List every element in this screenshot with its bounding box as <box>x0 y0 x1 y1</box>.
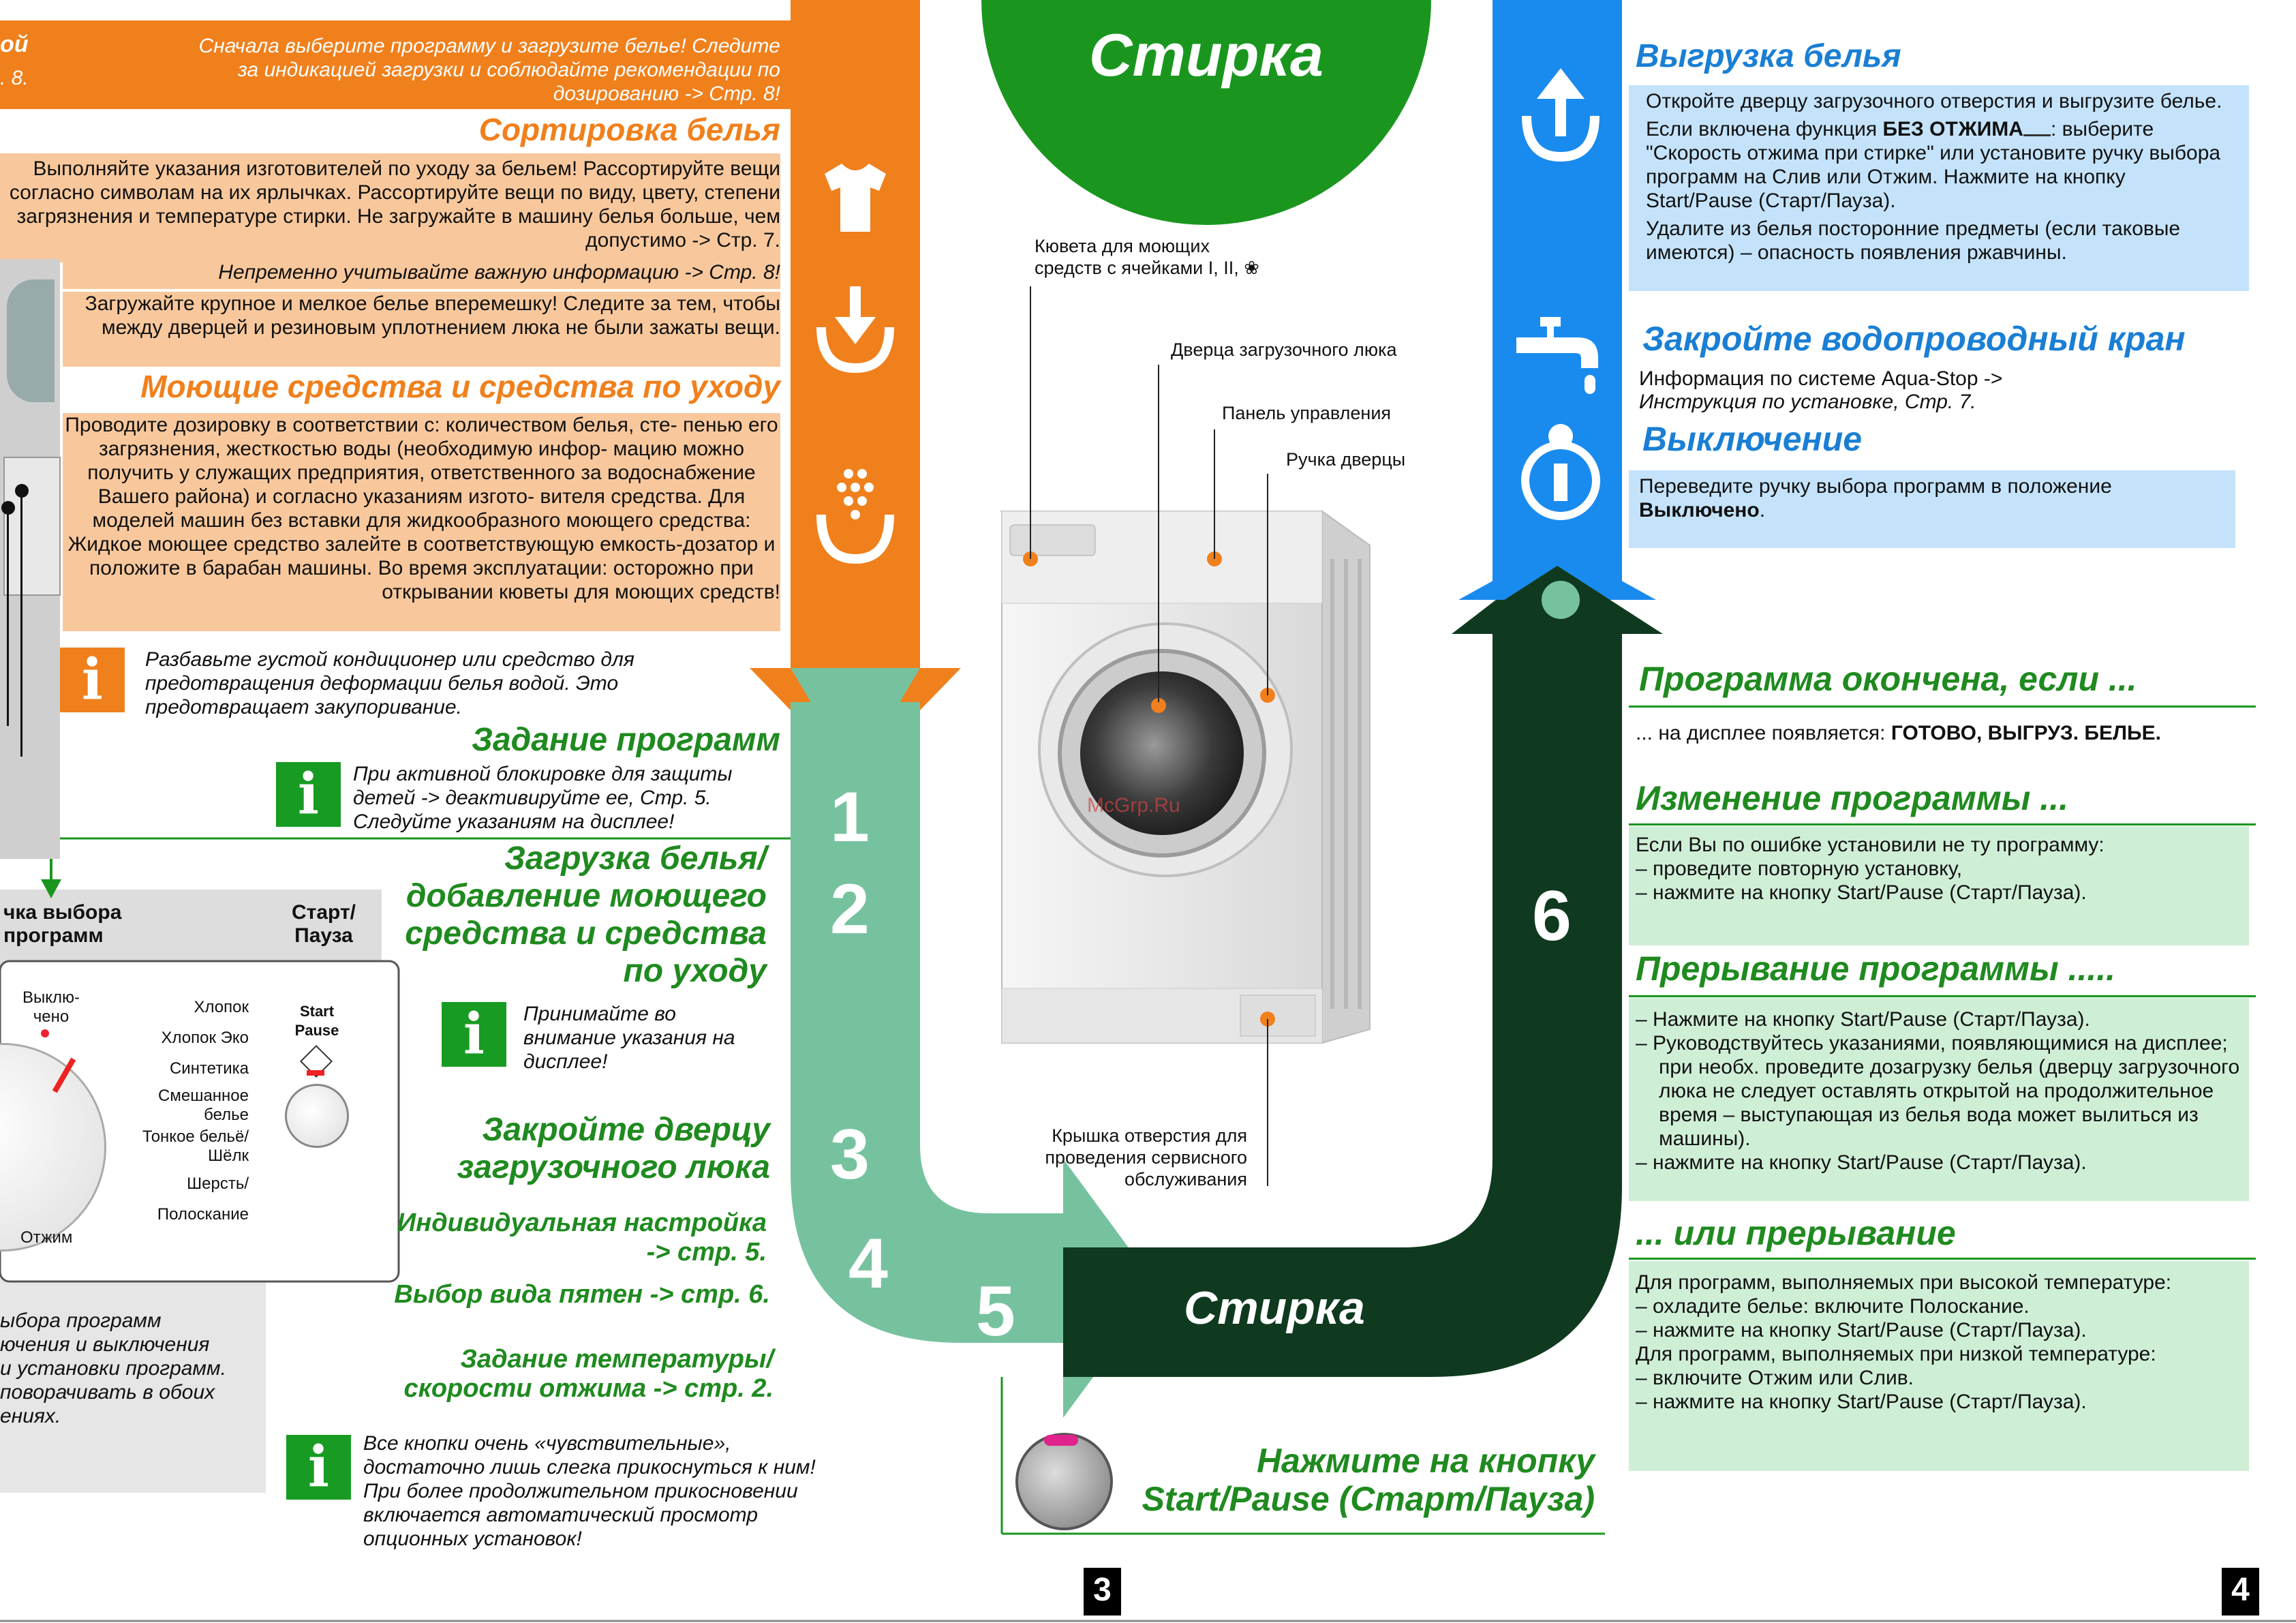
start-pause-led <box>1044 1435 1078 1446</box>
loading-text: Загружайте крупное и мелкое белье вперемешку! Следите за тем, чтобы между дверцей и резиновым уплотнением люка не были зажаты вещи. <box>63 292 780 367</box>
title: Стирка <box>1089 21 1323 89</box>
info-icon: i <box>442 1002 506 1067</box>
start-pause-label: Start Pause <box>294 1003 339 1039</box>
water-tap-icon <box>1513 314 1608 402</box>
info-icon: i <box>60 648 125 712</box>
change-item: – нажмите на кнопку Start/Pause (Старт/Пауза). <box>1636 881 2087 904</box>
cut-heading-fragment: ой <box>0 31 29 57</box>
abort-item: – охладите белье: включите Полоскание. <box>1636 1295 2030 1318</box>
abort-box <box>1629 1261 2249 1471</box>
detergents-info: Разбавьте густой кондиционер или средство для предотвращения деформации белья водой. Это предотвращает закупоривание. <box>145 648 634 718</box>
unload-up-icon <box>1516 61 1605 164</box>
unload-step-1: Откройте дверцу загрузочного отверстия и выгрузите белье. <box>1646 90 2222 112</box>
step-number: 3 <box>830 1115 870 1194</box>
sorting-text: Выполняйте указания изготовителей по уходу за бельем! Рассортируйте вещи согласно символам на их ярлычках. Рассортируйте вещи по виду, цвету, степени загрязнения и температуре стирки. Не загружайте в машину белья больше, чем допустимо -> Стр. 7. <box>0 153 780 262</box>
program-list <box>126 992 249 1230</box>
touch-info: Все кнопки очень «чувствительные», достаточно лишь слегка прикоснуться к ним! При более продолжительном прикосновении включается автоматический просмотр опционных установок! <box>363 1432 816 1550</box>
program-set-heading: Задание программ <box>472 722 780 758</box>
detergent-icon <box>811 464 900 566</box>
interrupt-box <box>1629 998 2249 1201</box>
watermark: McGrp.Ru <box>1087 794 1180 817</box>
step-number: 2 <box>830 870 870 949</box>
shirt-icon <box>814 157 896 239</box>
knob-note: ыбора программ ючения и выключения и установки программ. поворачивать в обоих ениях. <box>0 1309 226 1427</box>
load-illustration <box>0 259 60 859</box>
loading-note: Непременно учитывайте важную информацию -> Стр. 8! <box>63 260 780 289</box>
unload-box <box>1629 85 2249 291</box>
spin-label: Отжим <box>20 1228 73 1247</box>
press-start-label: Нажмите на кнопку Start/Pause (Старт/Пауза) <box>1142 1442 1595 1518</box>
option-temperature: Задание температуры/ скорости отжима -> стр. 2. <box>403 1345 774 1403</box>
program-set-info: При активной блокировке для защиты детей -> деактивируйте ее, Стр. 5. Следуйте указаниям на дисплее! <box>353 763 733 833</box>
abort-hot-intro: Для программ, выполняемых при высокой температуре: <box>1636 1271 2172 1294</box>
unload-heading: Выгрузка белья <box>1636 38 1901 74</box>
finished-heading: Программа окончена, если ... <box>1639 660 2137 698</box>
interrupt-item: – нажмите на кнопку Start/Pause (Старт/Пауза). <box>1636 1151 2087 1174</box>
step-number: 5 <box>976 1272 1015 1351</box>
program-item-mixed[interactable]: Смешанное белье <box>158 1087 249 1124</box>
off-indicator <box>41 1029 49 1037</box>
abort-heading: ... или прерывание <box>1636 1214 1956 1252</box>
callout-panel: Панель управления <box>1222 403 1392 423</box>
interrupt-heading: Прерывание программы ..... <box>1636 950 2116 988</box>
program-item-rinse[interactable]: Полоскание <box>157 1205 249 1224</box>
interrupt-item: – Руководствуйтесь указаниями, появляющимися на дисплее; при необх. проведите дозагрузку белья (дверцу загрузочного люка не следует оставлять открытой на продолжительное время – выступающая из белья вода может вылиться из машины). <box>1636 1032 2240 1150</box>
off-box: Переведите ручку выбора программ в положение Выключено. <box>1629 470 2235 548</box>
abort-cold-intro: Для программ, выполняемых при низкой температуре: <box>1636 1343 2156 1365</box>
callout-service: Крышка отверстия для проведения сервисного обслуживания <box>1045 1125 1247 1189</box>
step-number: 1 <box>830 778 870 857</box>
program-item-delicates[interactable]: Тонкое бельё/ Шёлк <box>142 1127 249 1165</box>
loading-step-info: Принимайте во внимание указания на дисплее! <box>523 1003 735 1073</box>
program-item-wool[interactable]: Шерсть/ <box>187 1174 249 1193</box>
detergents-heading: Моющие средства и средства по уходу <box>63 368 780 405</box>
start-pause-button[interactable] <box>285 1084 349 1148</box>
start-pause-button-illustration <box>1015 1433 1113 1530</box>
program-item-synthetics[interactable]: Синтетика <box>169 1059 249 1078</box>
unload-step-2: Если включена функция БЕЗ ОТЖИМА : выберите "Скорость отжима при стирке" или установите ручку выбора программ на Слив или Отжим. Нажмите на кнопку Start/Pause (Старт/Пауза). <box>1646 118 2221 212</box>
detergents-text: Проводите дозировку в соответствии с: количеством белья, сте- пенью его загрязнения, жесткостью воды (необходимую инфор- мацию можно получить у служащих предприятия, ответственного за водоснабжение Вашего района) и согласно указаниям изгото- вителя средства. Для моделей машин без вставки для жидкообразного моющего средства: Жидкое моющее средство залейте в соответствующую емкость-дозатор и положите в барабан машины. Во время эксплуатации: осторожно при открывании кюветы для моющих средств! <box>63 413 780 631</box>
page-number: 4 <box>2231 1572 2250 1608</box>
start-pause-led <box>307 1070 324 1076</box>
load-down-icon <box>811 279 900 375</box>
callout-door: Дверца загрузочного люка <box>1171 339 1397 360</box>
program-selector-knob[interactable] <box>0 1043 106 1252</box>
off-heading: Выключение <box>1642 420 1863 458</box>
control-panel <box>0 961 399 1281</box>
wash-label: Стирка <box>1184 1282 1365 1334</box>
option-stains: Выбор вида пятен -> стр. 6. <box>394 1280 770 1309</box>
program-item-cotton-eco[interactable]: Хлопок Эко <box>161 1029 249 1047</box>
finished-text: ... на дисплее появляется: ГОТОВО, ВЫГРУЗ. БЕЛЬЕ. <box>1636 722 2161 744</box>
change-intro: Если Вы по ошибке установили не ту программу: <box>1636 834 2104 856</box>
abort-item: – включите Отжим или Слив. <box>1636 1367 1914 1389</box>
unload-step-3: Удалите из белья посторонние предметы (если таковые имеются) – опасность появления ржавчины. <box>1646 217 2181 264</box>
info-circle-icon <box>1516 419 1605 521</box>
option-individual: Индивидуальная настройка -> стр. 5. <box>397 1209 767 1266</box>
tap-heading: Закройте водопроводный кран <box>1642 320 2186 358</box>
program-item-cotton[interactable]: Хлопок <box>194 998 249 1016</box>
loading-step-heading: Загрузка белья/ добавление моющего средства и средства по уходу <box>405 840 767 989</box>
callout-drawer: Кювета для моющих средств с ячейками I, II, ❀ <box>1035 236 1259 278</box>
sorting-heading: Сортировка белья <box>478 112 780 147</box>
abort-item: – нажмите на кнопку Start/Pause (Старт/Пауза). <box>1636 1319 2087 1341</box>
no-spin-icon <box>2023 125 2051 136</box>
callout-handle: Ручка дверцы <box>1286 449 1406 470</box>
close-door-heading: Закройте дверцу загрузочного люка <box>457 1112 770 1185</box>
change-box <box>1629 826 2249 945</box>
change-heading: Изменение программы ... <box>1636 779 2068 817</box>
info-icon: i <box>286 1435 351 1500</box>
tap-line-1: Информация по системе Aqua-Stop -> <box>1639 367 2003 390</box>
interrupt-item: – Нажмите на кнопку Start/Pause (Старт/Пауза). <box>1636 1008 2090 1031</box>
tap-line-2: Инструкция по установке, Стр. 7. <box>1639 391 1976 413</box>
intro-note: Сначала выберите программу и загрузите белье! Следите за индикацией загрузки и соблюдайте рекомендации по дозированию -> Стр. 8! <box>198 35 780 105</box>
change-item: – проведите повторную установку, <box>1636 858 1963 880</box>
start-pause-header: Старт/ Пауза <box>292 901 356 947</box>
step-number: 4 <box>848 1224 888 1303</box>
page-number: 3 <box>1093 1572 1112 1608</box>
step-number: 6 <box>1532 877 1572 956</box>
selector-header: чка выбора программ <box>3 901 122 947</box>
program-off-label: Выклю- чено <box>22 988 80 1026</box>
abort-item: – нажмите на кнопку Start/Pause (Старт/Пауза). <box>1636 1391 2087 1413</box>
info-icon: i <box>276 762 341 827</box>
cut-ref-fragment: . 8. <box>0 67 29 89</box>
